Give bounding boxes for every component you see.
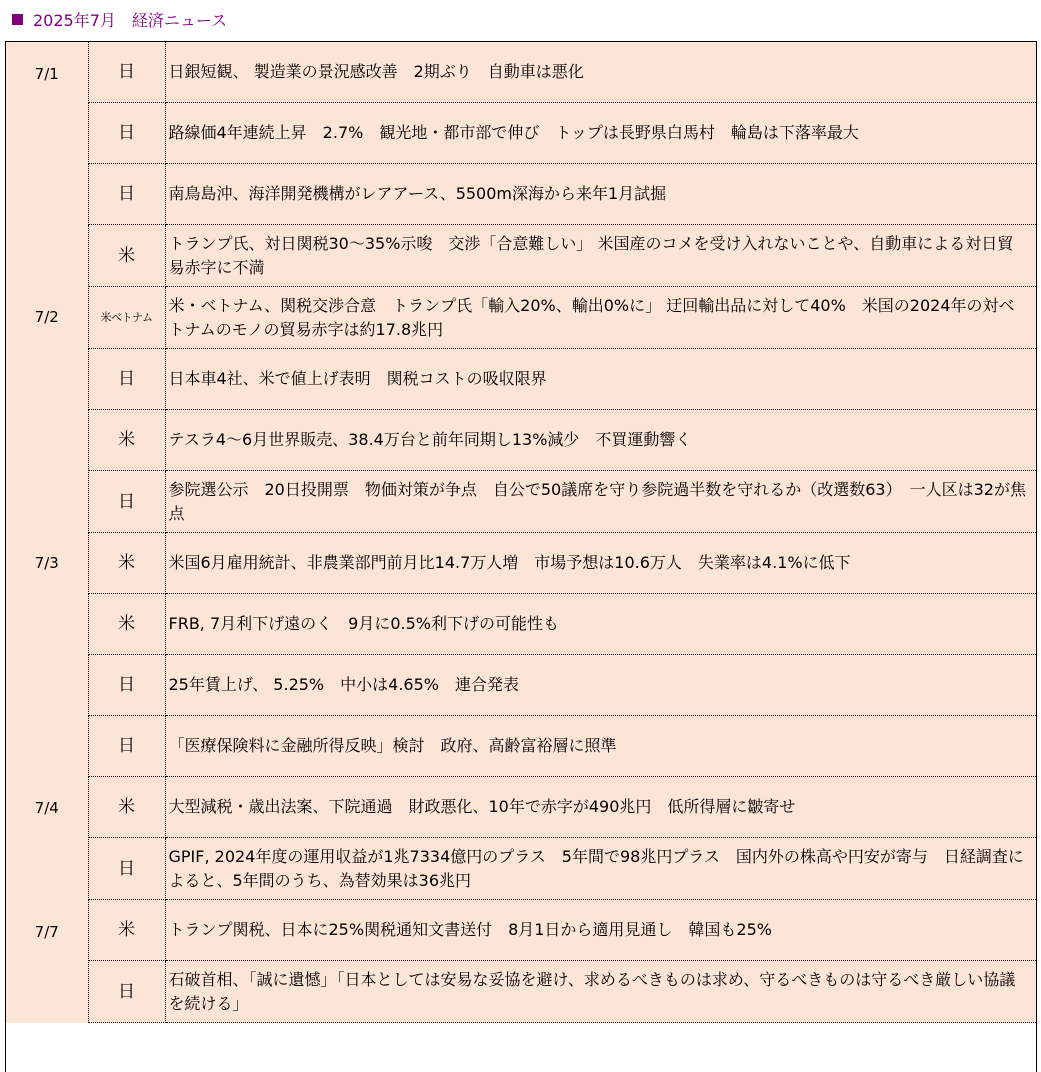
news-text-cell: トランプ氏、対日関税30～35%示唆 交渉「合意難しい」 米国産のコメを受け入れないことや、自動車による対日貿易赤字に不満: [165, 225, 1036, 287]
page-header: [12, 6, 227, 32]
table-row: [6, 716, 1036, 777]
country-cell: 日: [88, 961, 165, 1023]
date-cell: [6, 103, 88, 225]
news-text-cell: 南鳥島沖、海洋開発機構がレアアース、5500m深海から来年1月試掘: [165, 164, 1036, 225]
news-text-cell: 路線価4年連続上昇 2.7% 観光地・都市部で伸び トップは長野県白馬村 輪島は下落率最大: [165, 103, 1036, 164]
date-cell: 7/2: [6, 225, 88, 410]
table-row: [6, 777, 1036, 838]
table-row: [6, 42, 1036, 103]
country-cell: 米: [88, 225, 165, 287]
table-row: [6, 287, 1036, 349]
country-cell: 日: [88, 655, 165, 716]
table-row: [6, 594, 1036, 655]
country-cell: 日: [88, 716, 165, 777]
news-text-cell: テスラ4～6月世界販売、38.4万台と前年同期し13%減少 不買運動響く: [165, 410, 1036, 471]
table-row: [6, 900, 1036, 961]
table-row: [6, 103, 1036, 164]
news-table-container[interactable]: [5, 41, 1037, 1072]
country-cell: 米: [88, 533, 165, 594]
country-cell: 日: [88, 103, 165, 164]
news-text-cell: 米・ベトナム、関税交渉合意 トランプ氏「輸入20%、輸出0%に」 迂回輸出品に対して40% 米国の2024年の対ベトナムのモノの貿易赤字は約17.8兆円: [165, 287, 1036, 349]
news-text-cell: 25年賃上げ、 5.25% 中小は4.65% 連合発表: [165, 655, 1036, 716]
table-row: [6, 838, 1036, 900]
table-row: [6, 410, 1036, 471]
country-cell: 米: [88, 410, 165, 471]
news-text-cell: 日銀短観、 製造業の景況感改善 2期ぶり 自動車は悪化: [165, 42, 1036, 103]
table-row: [6, 961, 1036, 1023]
country-cell: 米: [88, 594, 165, 655]
country-cell: 日: [88, 838, 165, 900]
date-cell: 7/1: [6, 42, 88, 103]
country-cell: 日: [88, 42, 165, 103]
table-row: [6, 471, 1036, 533]
news-text-cell: 大型減税・歳出法案、下院通過 財政悪化、10年で赤字が490兆円 低所得層に皺寄せ: [165, 777, 1036, 838]
country-cell: 米ベトナム: [88, 287, 165, 349]
news-text-cell: 米国6月雇用統計、非農業部門前月比14.7万人増 市場予想は10.6万人 失業率は4.1%に低下: [165, 533, 1036, 594]
news-text-cell: 日本車4社、米で値上げ表明 関税コストの吸収限界: [165, 349, 1036, 410]
table-row: [6, 164, 1036, 225]
news-text-cell: 石破首相、「誠に遺憾」「日本としては安易な妥協を避け、求めるべきものは求め、守るべきものは守るべき厳しい協議を続ける」: [165, 961, 1036, 1023]
news-text-cell: 参院選公示 20日投開票 物価対策が争点 自公で50議席を守り参院過半数を守れるか（改選数63） 一人区は32が焦点: [165, 471, 1036, 533]
table-row: [6, 349, 1036, 410]
date-cell: 7/4: [6, 716, 88, 900]
news-text-cell: 「医療保険料に金融所得反映」検討 政府、高齢富裕層に照準: [165, 716, 1036, 777]
date-cell: 7/7: [6, 900, 88, 1023]
date-cell: 7/3: [6, 410, 88, 716]
table-row: [6, 225, 1036, 287]
table-row: [6, 533, 1036, 594]
country-cell: 日: [88, 349, 165, 410]
news-text-cell: GPIF, 2024年度の運用収益が1兆7334億円のプラス 5年間で98兆円プラス 国内外の株高や円安が寄与 日経調査によると、5年間のうち、為替効果は36兆円: [165, 838, 1036, 900]
page-title: 2025年7月 経済ニュース: [33, 10, 228, 30]
country-cell: 日: [88, 164, 165, 225]
news-text-cell: トランプ関税、日本に25%関税通知文書送付 8月1日から適用見通し 韓国も25%: [165, 900, 1036, 961]
news-table: [6, 42, 1036, 1023]
country-cell: 日: [88, 471, 165, 533]
square-bullet-icon: [12, 14, 23, 25]
table-row: [6, 655, 1036, 716]
news-text-cell: FRB, 7月利下げ遠のく 9月に0.5%利下げの可能性も: [165, 594, 1036, 655]
country-cell: 米: [88, 900, 165, 961]
country-cell: 米: [88, 777, 165, 838]
